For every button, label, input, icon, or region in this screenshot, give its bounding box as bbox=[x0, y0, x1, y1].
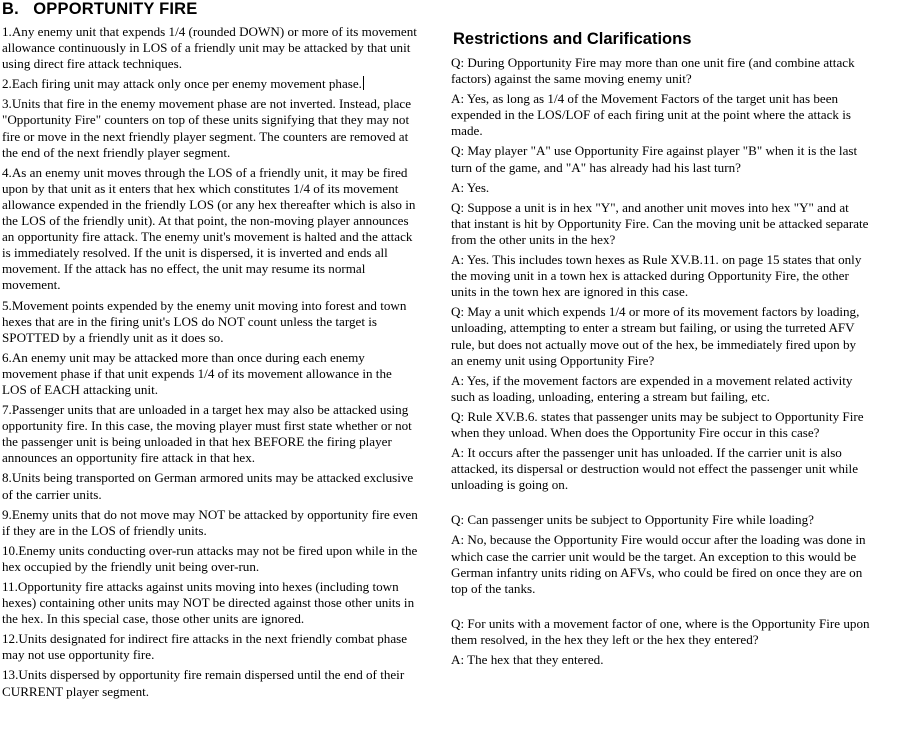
answer-4: A: Yes, if the movement factors are expended in a movement related activity such as loading, unloading, entering a stream but failing, etc. bbox=[451, 372, 853, 404]
rule-12: 12.Units designated for indirect fire attacks in the next friendly combat phase may not use opportunity fire. bbox=[2, 631, 408, 663]
question-7: Q: For units with a movement factor of one, where is the Opportunity Fire upon them resolved, in the hex they left or the hex they entered? bbox=[451, 615, 870, 647]
rule-3: 3.Units that fire in the enemy movement phase are not inverted. Instead, place "Opportunity Fire" counters on top of these units signifying that they may not fire or move in the next friendly player segment. The counters are removed at the end of the next friendly player segment. bbox=[2, 96, 412, 160]
rule-8: 8.Units being transported on German armored units may be attacked exclusive of the carrier units. bbox=[2, 470, 414, 502]
rule-2 bbox=[2, 76, 418, 92]
question-2: Q: May player "A" use Opportunity Fire against player "B" when it is the last turn of the game, and "A" has already had his last turn? bbox=[451, 143, 858, 175]
spacer bbox=[451, 497, 871, 512]
rule-1: 1.Any enemy unit that expends 1/4 (rounded DOWN) or more of its movement allowance continuously in LOS of a friendly unit may be attacked by that unit using direct fire attack techniques. bbox=[2, 24, 417, 72]
answer-1: A: Yes, as long as 1/4 of the Movement Factors of the target unit has been expended in the LOS/LOF of each firing unit at the point where the attack is made. bbox=[451, 91, 851, 139]
rules-column bbox=[2, 24, 418, 704]
rule-7: 7.Passenger units that are unloaded in a target hex may also be attacked using opportunity fire. In this case, the moving player must first state whether or not the passenger unit is being unloaded in that hex BEFORE the firing player announces an opportunity fire attack in that hex. bbox=[2, 402, 412, 466]
question-4: Q: May a unit which expends 1/4 or more of its movement factors by loading, unloading, attempting to enter a stream but failing, or using the turreted AFV rule, but does not actually move out of the hex, be immediately fired upon by an enemy unit using Opportunity Fire? bbox=[451, 304, 860, 368]
rule-11: 11.Opportunity fire attacks against units moving into hexes (including town hexes) containing other units may NOT be directed against those other units in the hex. In this special case, those other units are ignored. bbox=[2, 579, 415, 627]
answer-2: A: Yes. bbox=[451, 179, 490, 195]
answer-6: A: No, because the Opportunity Fire would occur after the loading was done in which case the carrier unit would be the target. An exception to this would be German infantry units riding on AFVs, who could be fired on once they are on top of the tanks. bbox=[451, 532, 866, 596]
rule-6: 6.An enemy unit may be attacked more than once during each enemy movement phase if that unit expends 1/4 of its movement allowance in the LOS of EACH attacking unit. bbox=[2, 349, 392, 397]
text-cursor bbox=[363, 76, 364, 90]
section-title: B. OPPORTUNITY FIRE bbox=[2, 0, 198, 18]
rule-10: 10.Enemy units conducting over-run attacks may not be fired upon while in the hex occupied by the friendly unit being over-run. bbox=[2, 542, 418, 574]
question-3: Q: Suppose a unit is in hex "Y", and another unit moves into hex "Y" and at that instant is hit by Opportunity Fire. Can the moving unit be attacked separate from the other units in the hex? bbox=[451, 199, 869, 247]
answer-3: A: Yes. This includes town hexes as Rule XV.B.11. on page 15 states that only the moving unit in a town hex is attacked during Opportunity Fire, the other units in the town hex are ignored in this case. bbox=[451, 252, 862, 300]
clarifications-title: Restrictions and Clarifications bbox=[453, 30, 692, 48]
spacer bbox=[451, 601, 871, 616]
question-1: Q: During Opportunity Fire may more than one unit fire (and combine attack factors) against the same moving enemy unit? bbox=[451, 55, 855, 87]
clarifications-column bbox=[451, 30, 871, 672]
question-5: Q: Rule XV.B.6. states that passenger units may be subject to Opportunity Fire when they unload. When does the Opportunity Fire occur in this case? bbox=[451, 408, 864, 440]
rule-13: 13.Units dispersed by opportunity fire remain dispersed until the end of their CURRENT player segment. bbox=[2, 667, 405, 699]
rule-4: 4.As an enemy unit moves through the LOS of a friendly unit, it may be fired upon by that unit as it enters that hex which constitutes 1/4 of its movement allowance expended in the friendly LOS (or any hex thereafter which is also in the LOS of the friendly unit). At that point, the non-moving player announces an opportunity fire attack. The enemy unit's movement is halted and the attack is immediately resolved. If the unit is dispersed, it is inverted and ends all movement. If the attack has no effect, the unit may resume its normal movement. bbox=[2, 164, 416, 293]
question-6: Q: Can passenger units be subject to Opportunity Fire while loading? bbox=[451, 512, 814, 528]
answer-5: A: It occurs after the passenger unit has unloaded. If the carrier unit is also attacked, its dispersal or destruction would not effect the passenger unit while unloading is going on. bbox=[451, 445, 859, 493]
rule-2-text: 2.Each firing unit may attack only once per enemy movement phase. bbox=[2, 76, 362, 92]
answer-7: A: The hex that they entered. bbox=[451, 652, 604, 667]
rule-9: 9.Enemy units that do not move may NOT be attacked by opportunity fire even if they are in the LOS of friendly units. bbox=[2, 506, 418, 538]
rule-5: 5.Movement points expended by the enemy unit moving into forest and town hexes that are in the firing unit's LOS do NOT count unless the target is SPOTTED by a friendly unit as it does so. bbox=[2, 297, 407, 345]
